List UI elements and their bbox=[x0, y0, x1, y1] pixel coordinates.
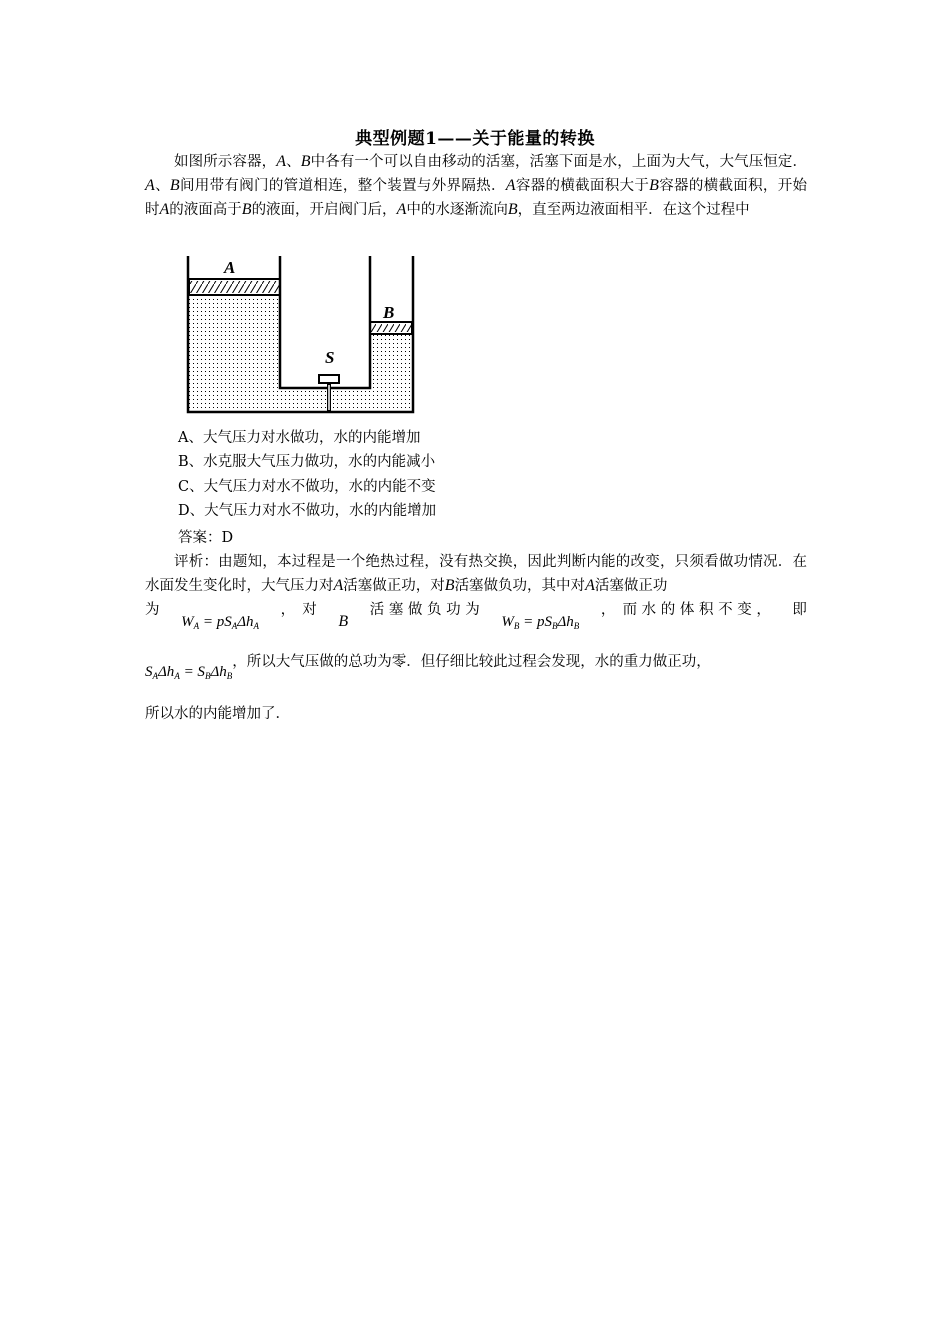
var-b: B bbox=[300, 153, 311, 170]
water-a bbox=[189, 295, 280, 412]
text: ，直至两边液面相平．在这个过程中 bbox=[517, 202, 750, 218]
text: 活 塞 做 负 功 为 bbox=[369, 602, 480, 618]
var-b: B bbox=[241, 201, 252, 218]
formula-wb: $W_B = pS_B\Delta h_B$ bbox=[501, 614, 580, 631]
option-d: D、大气压力对水不做功，水的内能增加 bbox=[178, 503, 437, 519]
text: 容器的横截面积大于 bbox=[515, 178, 650, 194]
var-a: A bbox=[585, 577, 595, 594]
text: 、 bbox=[154, 178, 170, 194]
text: 中的水逐渐流向 bbox=[406, 202, 508, 218]
piston-a-hatch bbox=[190, 281, 279, 293]
option-a: A、大气压力对水做功，水的内能增加 bbox=[178, 430, 421, 446]
text: 的液面高于 bbox=[169, 202, 242, 218]
water-channel bbox=[280, 388, 370, 412]
var-b: B bbox=[338, 613, 349, 630]
text: 间用带有阀门的管道相连，整个装置与外界隔热． bbox=[179, 178, 506, 194]
var-a: A bbox=[145, 177, 155, 194]
valve-s-handle bbox=[319, 375, 339, 383]
text: 为 bbox=[145, 602, 160, 618]
analysis-formula-line bbox=[145, 598, 807, 638]
text: 活塞做负功，其中对 bbox=[454, 578, 586, 594]
var-a: A bbox=[159, 201, 170, 218]
analysis-conclusion: 所以水的内能增加了． bbox=[145, 706, 290, 722]
text: 活塞做正功 bbox=[594, 578, 668, 594]
text: 容器的横截面积，开始时 bbox=[145, 178, 808, 218]
answer: 答案：D bbox=[178, 530, 234, 546]
option-c: C、大气压力对水不做功，水的内能不变 bbox=[178, 479, 436, 495]
text: ， 而 水 的 体 积 不 变 ， bbox=[600, 602, 771, 618]
text: ，所以大气压做的总功为零．但仔细比较此过程会发现，水的重力做正功， bbox=[232, 654, 711, 670]
container-diagram bbox=[184, 254, 424, 416]
water-b bbox=[370, 334, 412, 412]
formula-wa: $W_A = pS_A\Delta h_A$ bbox=[181, 614, 259, 631]
text: 活塞做正功，对 bbox=[343, 578, 445, 594]
piston-b-hatch bbox=[371, 324, 411, 332]
label-s: S bbox=[325, 348, 335, 367]
label-b: B bbox=[383, 303, 395, 322]
text: 的液面，开启阀门后， bbox=[251, 202, 397, 218]
option-b: B、水克服大气压力做功，水的内能减小 bbox=[178, 454, 436, 470]
text: 即 bbox=[792, 602, 807, 618]
var-a: A bbox=[396, 201, 407, 218]
page-title: 典型例题1——关于能量的转换 bbox=[355, 129, 595, 149]
text: 如图所示容器， bbox=[174, 154, 277, 170]
analysis-equation-line bbox=[145, 650, 807, 681]
text: 、 bbox=[286, 154, 301, 170]
var-b: B bbox=[649, 177, 659, 194]
text: 中各有一个可以自由移动的活塞，活塞下面是水，上面为大气，大气压恒定． bbox=[310, 154, 808, 170]
analysis-paragraph bbox=[145, 550, 807, 598]
var-a: A bbox=[276, 153, 287, 170]
problem-statement bbox=[145, 150, 807, 222]
var-b: B bbox=[169, 177, 180, 194]
text: 评析：由题知，本过程是一个绝热过程，没有热交换，因此判断内能的改变，只须看做功情况．在水面发生变化时，大气压力对 bbox=[145, 554, 807, 594]
var-b: B bbox=[444, 577, 455, 594]
var-b: B bbox=[507, 201, 518, 218]
formula-equal-volume: $S_A\Delta h_A = S_B\Delta h_B$ bbox=[145, 664, 233, 681]
text: ， 对 bbox=[280, 602, 317, 618]
var-a: A bbox=[333, 577, 344, 594]
label-a: A bbox=[224, 258, 236, 277]
var-a: A bbox=[505, 177, 516, 194]
